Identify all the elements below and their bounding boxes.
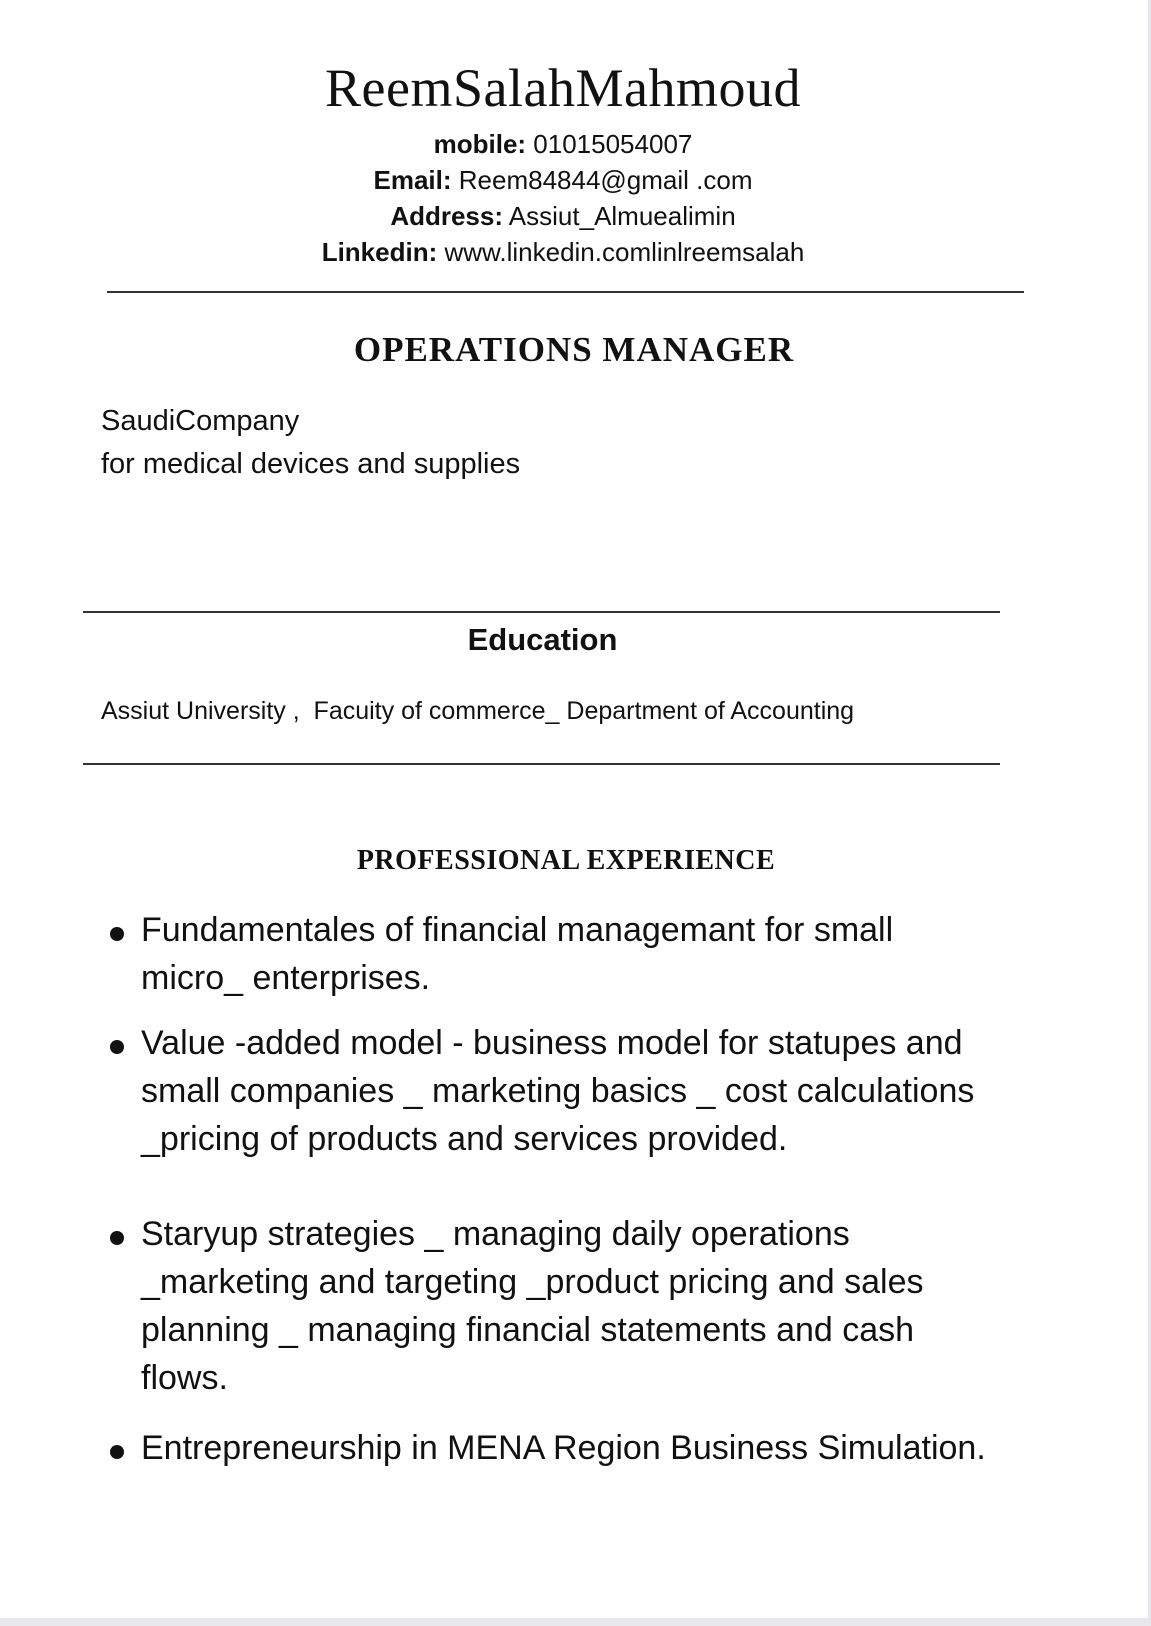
experience-heading: PROFESSIONAL EXPERIENCE bbox=[356, 845, 776, 876]
company-block bbox=[101, 400, 520, 486]
education-heading: Education bbox=[467, 622, 618, 657]
contact-email-label: Email: bbox=[373, 165, 452, 195]
education-entry: Assiut University , Facuity of commerce_ Department of Accounting bbox=[101, 697, 855, 725]
header-divider bbox=[107, 291, 1024, 293]
experience-item-line: Fundamentales of financial managemant for small bbox=[141, 911, 894, 949]
contact-linkedin-value: www.linkedin.comlinlreemsalah bbox=[437, 237, 805, 267]
contact-linkedin bbox=[0, 234, 1126, 270]
experience-item-text bbox=[141, 1424, 1016, 1472]
contact-mobile-label: mobile: bbox=[433, 129, 527, 159]
experience-item-text bbox=[141, 1019, 1016, 1163]
education-top-divider bbox=[83, 611, 1000, 613]
bullet-icon bbox=[110, 927, 124, 941]
contact-email-value: Reem84844@gmail .com bbox=[451, 165, 753, 195]
company-name: SaudiCompany bbox=[101, 405, 300, 437]
contact-address bbox=[0, 198, 1126, 234]
bullet-icon bbox=[110, 1445, 124, 1459]
experience-item-line: Staryup strategies _ managing daily operations bbox=[141, 1215, 850, 1253]
experience-item-line: flows. bbox=[141, 1359, 228, 1397]
experience-item-text bbox=[141, 906, 1016, 1002]
contact-mobile bbox=[0, 126, 1126, 162]
contact-address-value: Assiut_Almuealimin bbox=[503, 201, 736, 231]
experience-item-line: _pricing of products and services provided. bbox=[141, 1120, 788, 1158]
contact-email bbox=[0, 162, 1126, 198]
experience-item-line: small companies _ marketing basics _ cost calculations bbox=[141, 1072, 975, 1110]
company-description: for medical devices and supplies bbox=[101, 448, 521, 480]
bullet-icon bbox=[110, 1040, 124, 1054]
contact-block bbox=[0, 126, 1126, 270]
job-title: OPERATIONS MANAGER bbox=[353, 330, 795, 369]
candidate-name: ReemSalahMahmoud bbox=[325, 58, 801, 118]
experience-item-line: _marketing and targeting _product pricing and sales bbox=[141, 1263, 924, 1301]
experience-item-line: Entrepreneurship in MENA Region Business Simulation. bbox=[141, 1429, 986, 1467]
experience-item-line: Value -added model - business model for statupes and bbox=[141, 1024, 963, 1062]
experience-item-line: micro_ enterprises. bbox=[141, 959, 431, 997]
contact-address-label: Address: bbox=[390, 201, 504, 231]
experience-item-line: planning _ managing financial statements and cash bbox=[141, 1311, 915, 1349]
bullet-icon bbox=[110, 1231, 124, 1245]
experience-item-text bbox=[141, 1210, 1016, 1402]
education-bottom-divider bbox=[83, 763, 1000, 765]
contact-mobile-value: 01015054007 bbox=[526, 129, 693, 159]
contact-linkedin-label: Linkedin: bbox=[321, 237, 438, 267]
